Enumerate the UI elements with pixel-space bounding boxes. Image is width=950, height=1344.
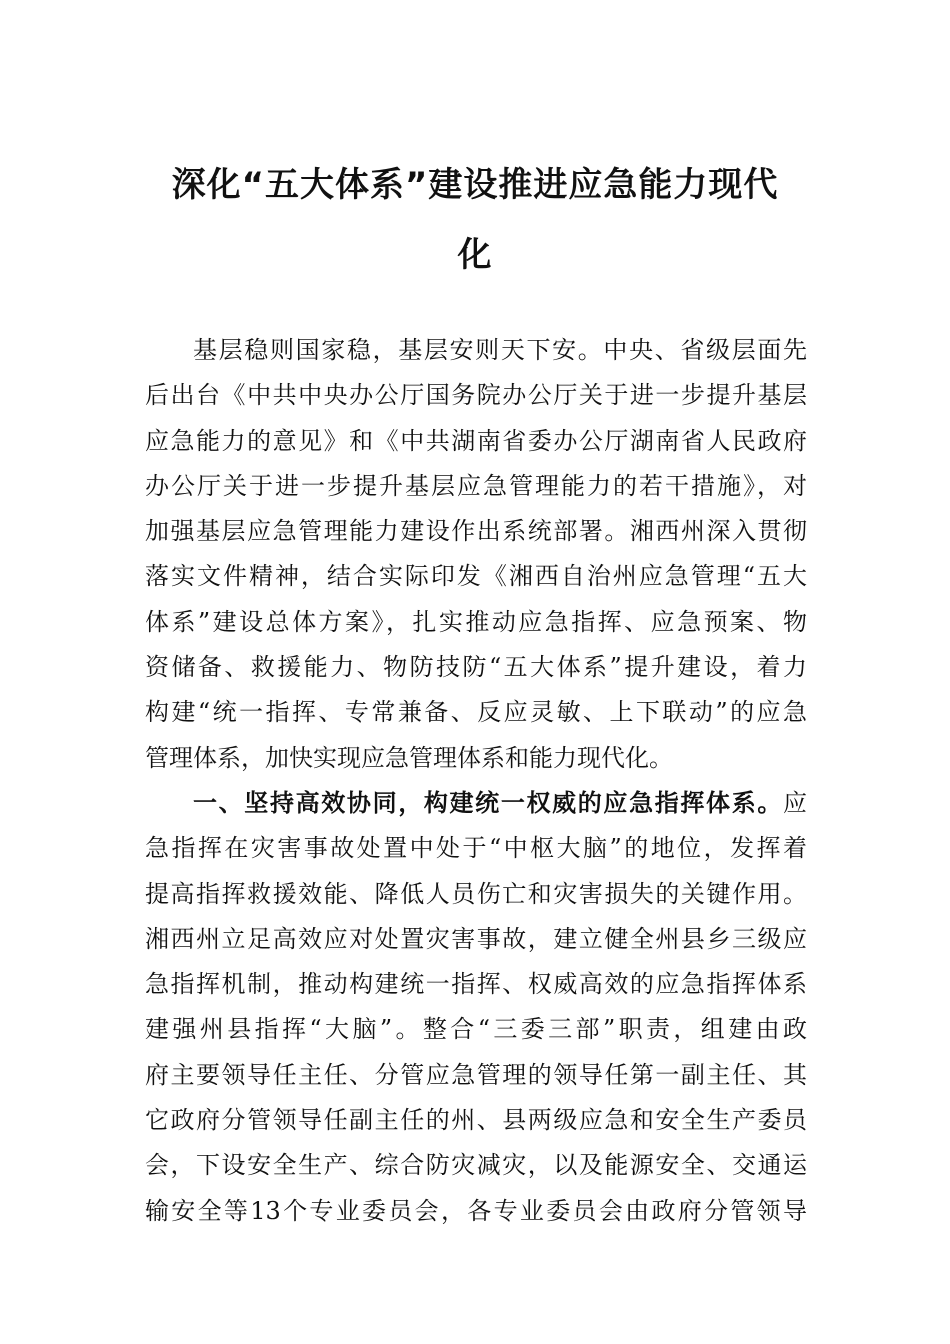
section-1-line: 建强州县指挥“大脑”。整合“三委三部”职责，组建由政	[145, 1015, 807, 1044]
document-title-line-1: 深化“五大体系”建设推进应急能力现代	[171, 165, 779, 205]
paragraph-1-line: 体系”建设总体方案》，扎实推动应急指挥、应急预案、物	[145, 607, 807, 636]
section-1-line: 它政府分管领导任副主任的州、县两级应急和安全生产委员	[145, 1106, 807, 1135]
section-1-line: 输安全等13个专业委员会，各专业委员会由政府分管领导	[145, 1196, 807, 1225]
paragraph-1-line: 后出台《中共中央办公厅国务院办公厅关于进一步提升基层	[145, 381, 807, 410]
paragraph-1-line: 落实文件精神，结合实际印发《湘西自治州应急管理“五大	[145, 562, 807, 591]
section-1-line: 湘西州立足高效应对处置灾害事故，建立健全州县乡三级应	[145, 924, 807, 953]
section-1-heading: 一、坚持高效协同，构建统一权威的应急指挥体系。	[193, 788, 783, 817]
paragraph-1-line: 应急能力的意见》和《中共湖南省委办公厅湖南省人民政府	[145, 426, 807, 455]
section-1-line: 提高指挥救援效能、降低人员伤亡和灾害损失的关键作用。	[145, 879, 807, 908]
document-title-line-2: 化	[457, 235, 493, 275]
document-body	[145, 328, 807, 1234]
section-1-line: 府主要领导任主任、分管应急管理的领导任第一副主任、其	[145, 1060, 807, 1089]
paragraph-1-line: 构建“统一指挥、专常兼备、反应灵敏、上下联动”的应急	[145, 698, 807, 727]
paragraph-1-line: 办公厅关于进一步提升基层应急管理能力的若干措施》，对	[145, 471, 807, 500]
section-1-line: 急指挥机制，推动构建统一指挥、权威高效的应急指挥体系	[145, 970, 807, 999]
paragraph-1-line: 基层稳则国家稳，基层安则天下安。中央、省级层面先	[193, 336, 807, 364]
section-1-line: 会，下设安全生产、综合防灾减灾，以及能源安全、交通运	[145, 1151, 807, 1180]
paragraph-1-line: 资储备、救援能力、物防技防“五大体系”提升建设，着力	[145, 653, 807, 682]
section-1-line: 急指挥在灾害事故处置中处于“中枢大脑”的地位，发挥着	[145, 834, 807, 863]
section-1-first-line	[145, 781, 807, 826]
paragraph-1-line: 管理体系，加快实现应急管理体系和能力现代化。	[145, 743, 673, 772]
paragraph-1-line: 加强基层应急管理能力建设作出系统部署。湘西州深入贯彻	[145, 517, 807, 546]
section-1-first-line-tail: 应	[783, 788, 807, 817]
